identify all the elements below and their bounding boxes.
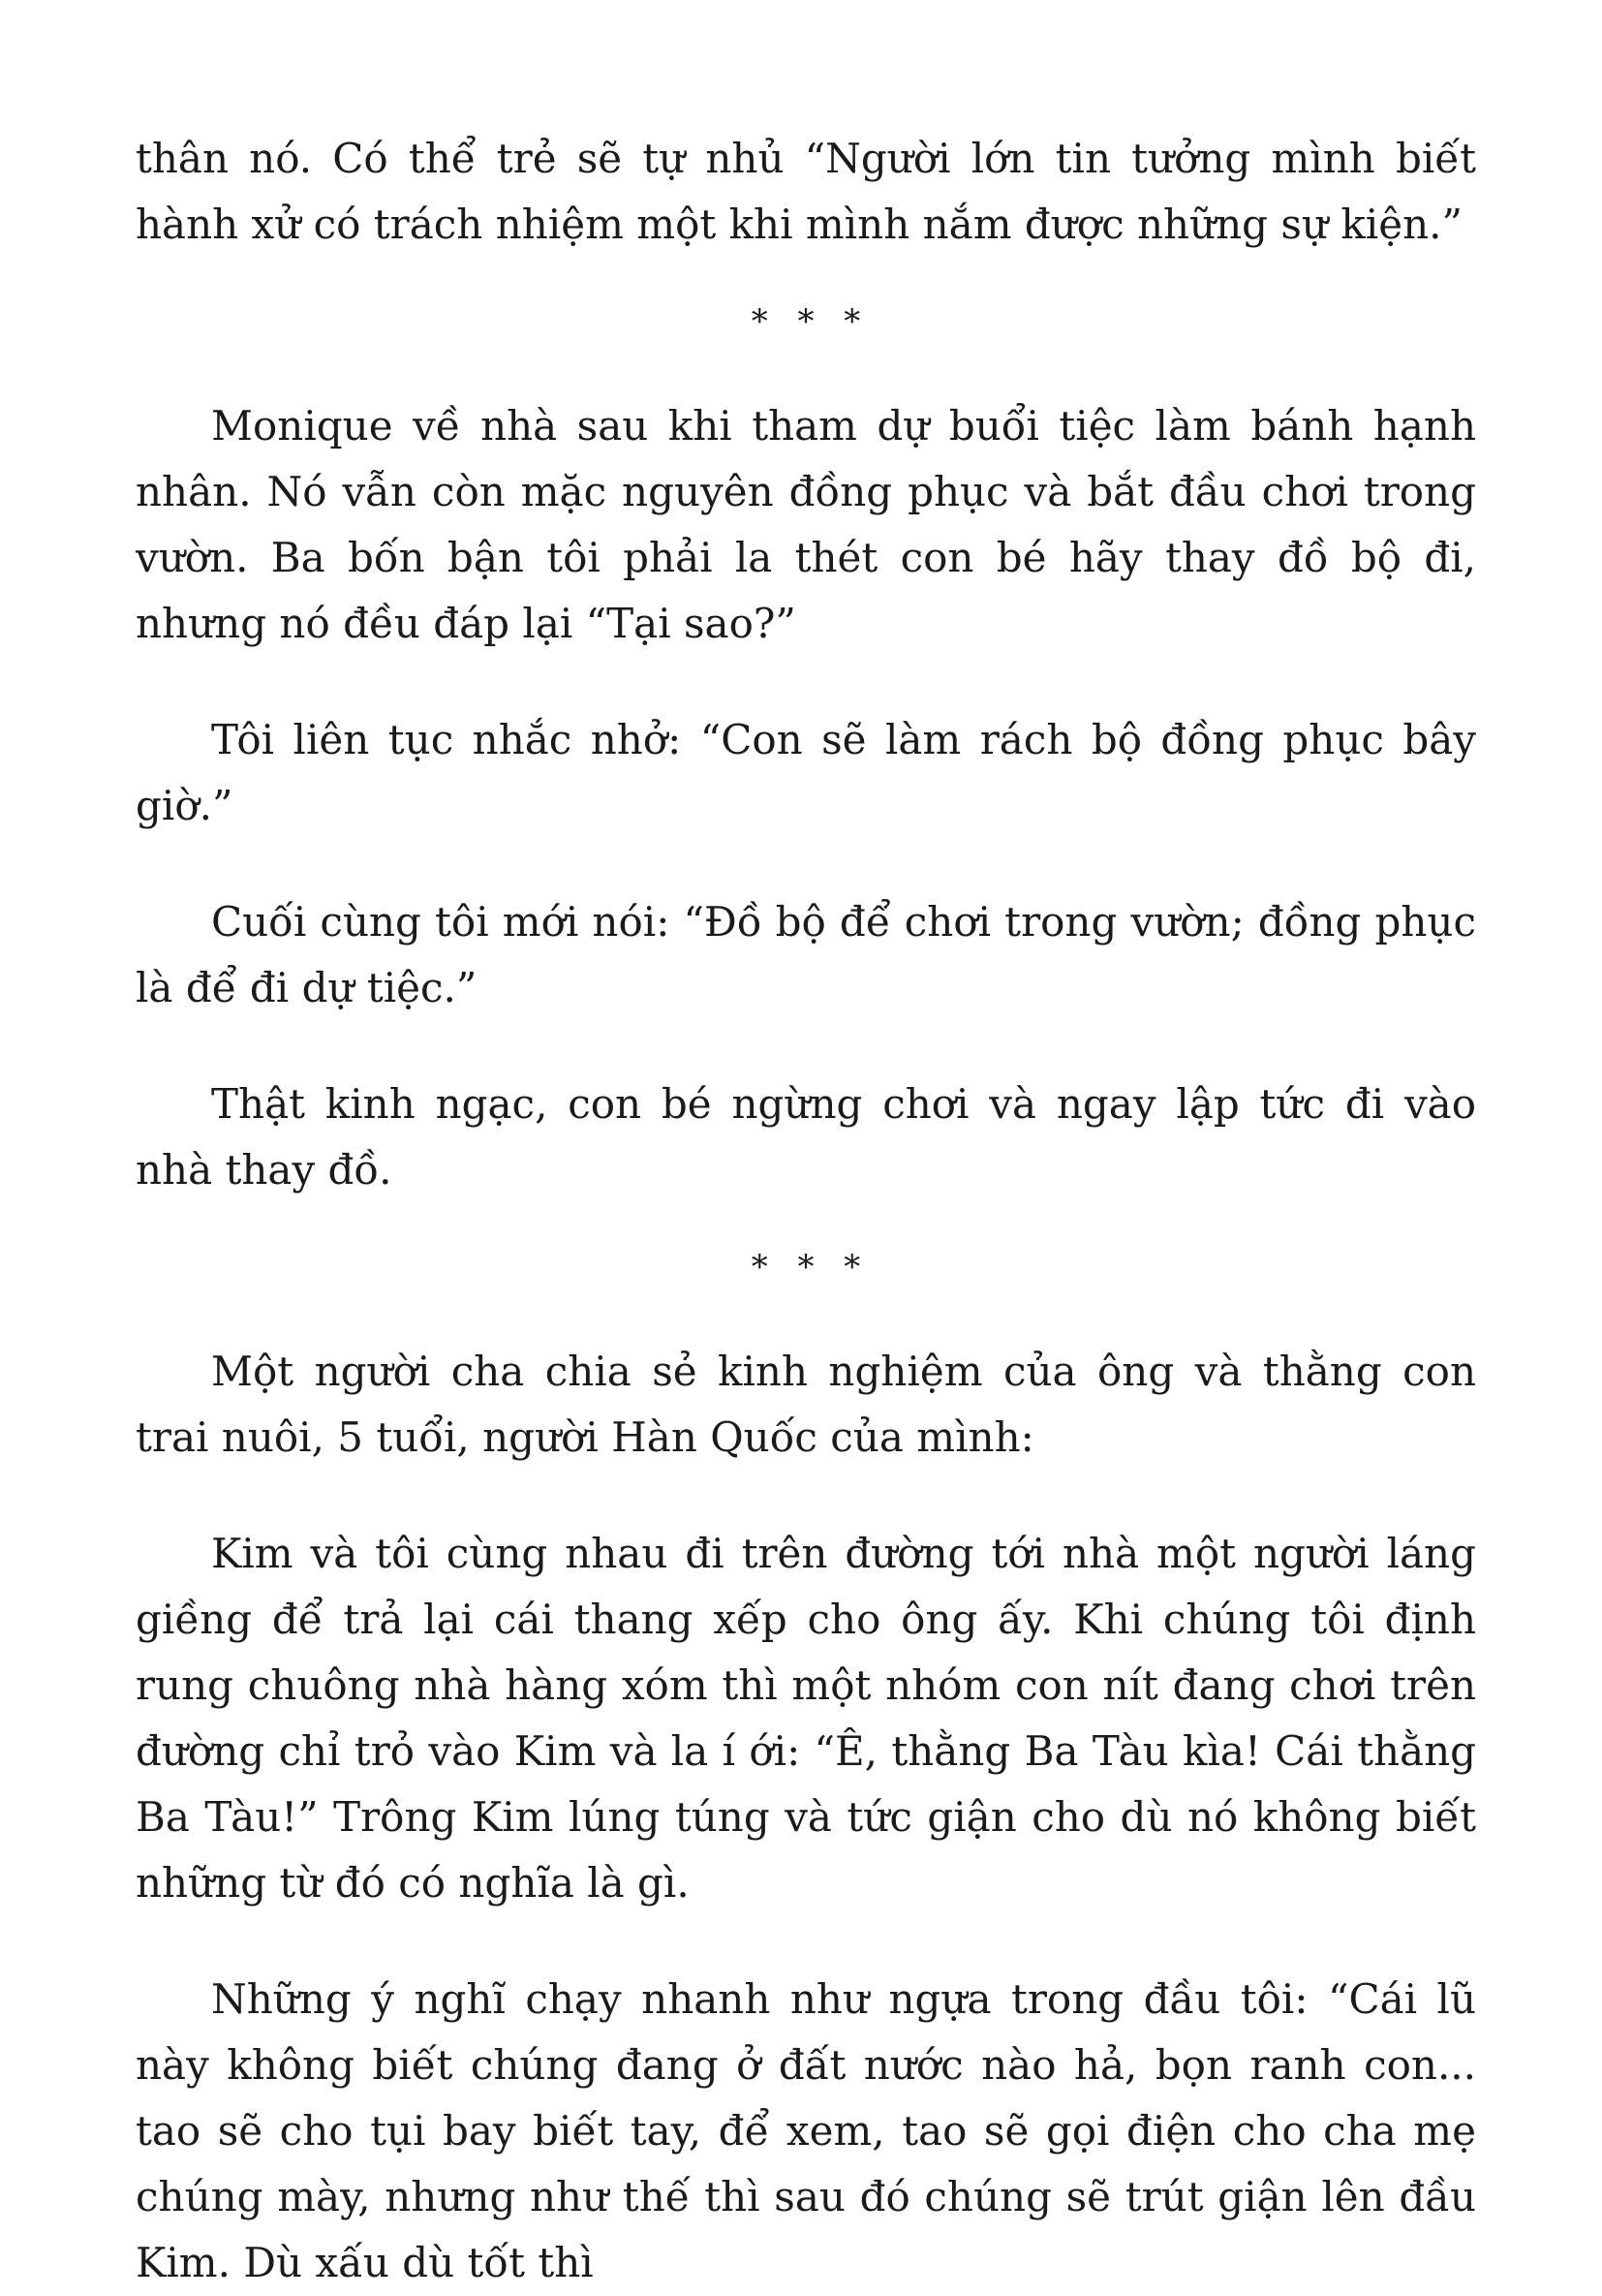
page-body bbox=[136, 126, 1476, 2296]
section-separator: * * * bbox=[751, 302, 871, 341]
paragraph-monique: Monique về nhà sau khi tham dự buổi tiệc làm bánh hạnh nhân. Nó vẫn còn mặc nguyên đồng phục và bắt đầu chơi trong vườn. Ba bốn bận tôi phải la thét con bé hãy thay đồ bộ đi, nhưng nó đều đáp lại “Tại sao?” bbox=[136, 402, 1476, 647]
paragraph-kim-story: Kim và tôi cùng nhau đi trên đường tới nhà một người láng giềng để trả lại cái thang xếp cho ông ấy. Khi chúng tôi định rung chuông nhà hàng xóm thì một nhóm con nít đang chơi trên đường chỉ trỏ vào Kim và la í ới: “Ê, thằng Ba Tàu kìa! Cái thằng Ba Tàu!” Trông Kim lúng túng và tức giận cho dù nó không biết những từ đó có nghĩa là gì. bbox=[136, 1530, 1476, 1907]
section-separator: * * * bbox=[751, 1248, 871, 1287]
paragraph-reminder: Tôi liên tục nhắc nhở: “Con sẽ làm rách bộ đồng phục bây giờ.” bbox=[136, 716, 1476, 829]
paragraph-surprise: Thật kinh ngạc, con bé ngừng chơi và ngay lập tức đi vào nhà thay đồ. bbox=[136, 1080, 1476, 1194]
paragraph-father-intro: Một người cha chia sẻ kinh nghiệm của ông và thằng con trai nuôi, 5 tuổi, người Hàn Quốc của mình: bbox=[136, 1348, 1476, 1461]
paragraph-finally: Cuối cùng tôi mới nói: “Đồ bộ để chơi trong vườn; đồng phục là để đi dự tiệc.” bbox=[136, 898, 1476, 1011]
paragraph-continuation: thân nó. Có thể trẻ sẽ tự nhủ “Người lớn tin tưởng mình biết hành xử có trách nhiệm một khi mình nắm được những sự kiện.” bbox=[136, 135, 1476, 248]
paragraph-thoughts: Những ý nghĩ chạy nhanh như ngựa trong đầu tôi: “Cái lũ này không biết chúng đang ở đất nước nào hả, bọn ranh con... tao sẽ cho tụi bay biết tay, để xem, tao sẽ gọi điện cho cha mẹ chúng mày, nhưng như thế thì sau đó chúng sẽ trút giận lên đầu Kim. Dù xấu dù tốt thì bbox=[136, 1975, 1476, 2286]
